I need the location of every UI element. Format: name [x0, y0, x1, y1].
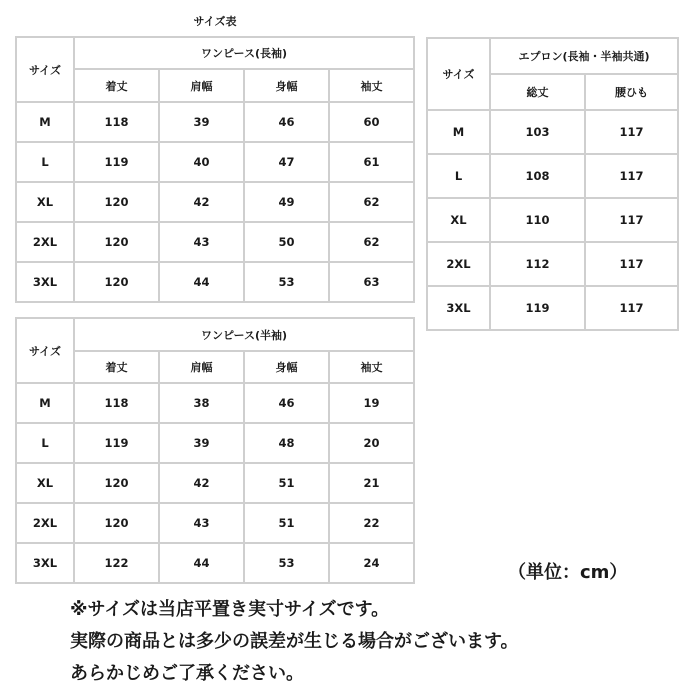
size-cell: L [16, 423, 74, 463]
value-cell: 44 [159, 262, 244, 302]
table-row [16, 543, 414, 583]
size-cell: 3XL [16, 262, 74, 302]
value-cell: 50 [244, 222, 329, 262]
column-header: 身幅 [244, 69, 329, 102]
size-cell: XL [427, 198, 490, 242]
size-cell: 2XL [16, 503, 74, 543]
value-cell: 117 [585, 198, 678, 242]
value-cell: 53 [244, 262, 329, 302]
column-header: 肩幅 [159, 69, 244, 102]
value-cell: 120 [74, 463, 159, 503]
table-row [16, 463, 414, 503]
column-header: 着丈 [74, 69, 159, 102]
value-cell: 46 [244, 383, 329, 423]
table-row [16, 383, 414, 423]
unit-label: （単位：cm） [508, 562, 628, 583]
note-line: 実際の商品とは多少の誤差が生じる場合がございます。 [70, 631, 519, 652]
size-cell: 2XL [16, 222, 74, 262]
table-row [16, 503, 414, 543]
size-cell: M [16, 383, 74, 423]
table-row [16, 222, 414, 262]
value-cell: 51 [244, 463, 329, 503]
note-line: ※サイズは当店平置き実寸サイズです。 [70, 599, 390, 620]
value-cell: 122 [74, 543, 159, 583]
value-cell: 117 [585, 154, 678, 198]
value-cell: 43 [159, 222, 244, 262]
size-cell: 2XL [427, 242, 490, 286]
size-header: サイズ [16, 318, 74, 383]
note-line: あらかじめご了承ください。 [70, 663, 304, 684]
table-row [427, 242, 678, 286]
value-cell: 51 [244, 503, 329, 543]
value-cell: 117 [585, 242, 678, 286]
size-cell: XL [16, 182, 74, 222]
table-heading: ワンピース(半袖) [74, 318, 414, 351]
apron-table [426, 37, 679, 331]
value-cell: 119 [74, 423, 159, 463]
value-cell: 24 [329, 543, 414, 583]
table-heading: エプロン(長袖・半袖共通) [490, 38, 678, 74]
value-cell: 43 [159, 503, 244, 543]
value-cell: 39 [159, 423, 244, 463]
value-cell: 38 [159, 383, 244, 423]
column-header: 総丈 [490, 74, 585, 110]
column-header: 腰ひも [585, 74, 678, 110]
size-header: サイズ [427, 38, 490, 110]
value-cell: 53 [244, 543, 329, 583]
value-cell: 119 [74, 142, 159, 182]
table-row [16, 262, 414, 302]
table-heading: ワンピース(長袖) [74, 37, 414, 69]
column-header: 袖丈 [329, 69, 414, 102]
value-cell: 120 [74, 182, 159, 222]
column-header: 袖丈 [329, 351, 414, 383]
value-cell: 120 [74, 222, 159, 262]
size-cell: XL [16, 463, 74, 503]
size-cell: 3XL [16, 543, 74, 583]
value-cell: 19 [329, 383, 414, 423]
column-header: 肩幅 [159, 351, 244, 383]
table-row [16, 142, 414, 182]
value-cell: 21 [329, 463, 414, 503]
value-cell: 120 [74, 262, 159, 302]
table-row [16, 182, 414, 222]
value-cell: 20 [329, 423, 414, 463]
value-cell: 110 [490, 198, 585, 242]
value-cell: 47 [244, 142, 329, 182]
value-cell: 120 [74, 503, 159, 543]
value-cell: 62 [329, 182, 414, 222]
value-cell: 22 [329, 503, 414, 543]
value-cell: 40 [159, 142, 244, 182]
value-cell: 108 [490, 154, 585, 198]
value-cell: 118 [74, 102, 159, 142]
size-cell: L [16, 142, 74, 182]
value-cell: 60 [329, 102, 414, 142]
size-chart-title: サイズ表 [193, 15, 237, 28]
onepiece-short-sleeve-table [15, 317, 415, 584]
value-cell: 117 [585, 110, 678, 154]
size-cell: M [16, 102, 74, 142]
size-cell: M [427, 110, 490, 154]
onepiece-long-sleeve-table [15, 36, 415, 303]
table-row [427, 110, 678, 154]
value-cell: 63 [329, 262, 414, 302]
value-cell: 119 [490, 286, 585, 330]
size-header: サイズ [16, 37, 74, 102]
value-cell: 46 [244, 102, 329, 142]
value-cell: 42 [159, 182, 244, 222]
value-cell: 61 [329, 142, 414, 182]
value-cell: 48 [244, 423, 329, 463]
value-cell: 112 [490, 242, 585, 286]
value-cell: 49 [244, 182, 329, 222]
value-cell: 42 [159, 463, 244, 503]
value-cell: 44 [159, 543, 244, 583]
table-row [427, 198, 678, 242]
size-cell: 3XL [427, 286, 490, 330]
value-cell: 117 [585, 286, 678, 330]
table-row [427, 154, 678, 198]
table-row [427, 286, 678, 330]
size-cell: L [427, 154, 490, 198]
value-cell: 118 [74, 383, 159, 423]
column-header: 身幅 [244, 351, 329, 383]
table-row [16, 423, 414, 463]
column-header: 着丈 [74, 351, 159, 383]
table-row [16, 102, 414, 142]
value-cell: 62 [329, 222, 414, 262]
value-cell: 103 [490, 110, 585, 154]
value-cell: 39 [159, 102, 244, 142]
